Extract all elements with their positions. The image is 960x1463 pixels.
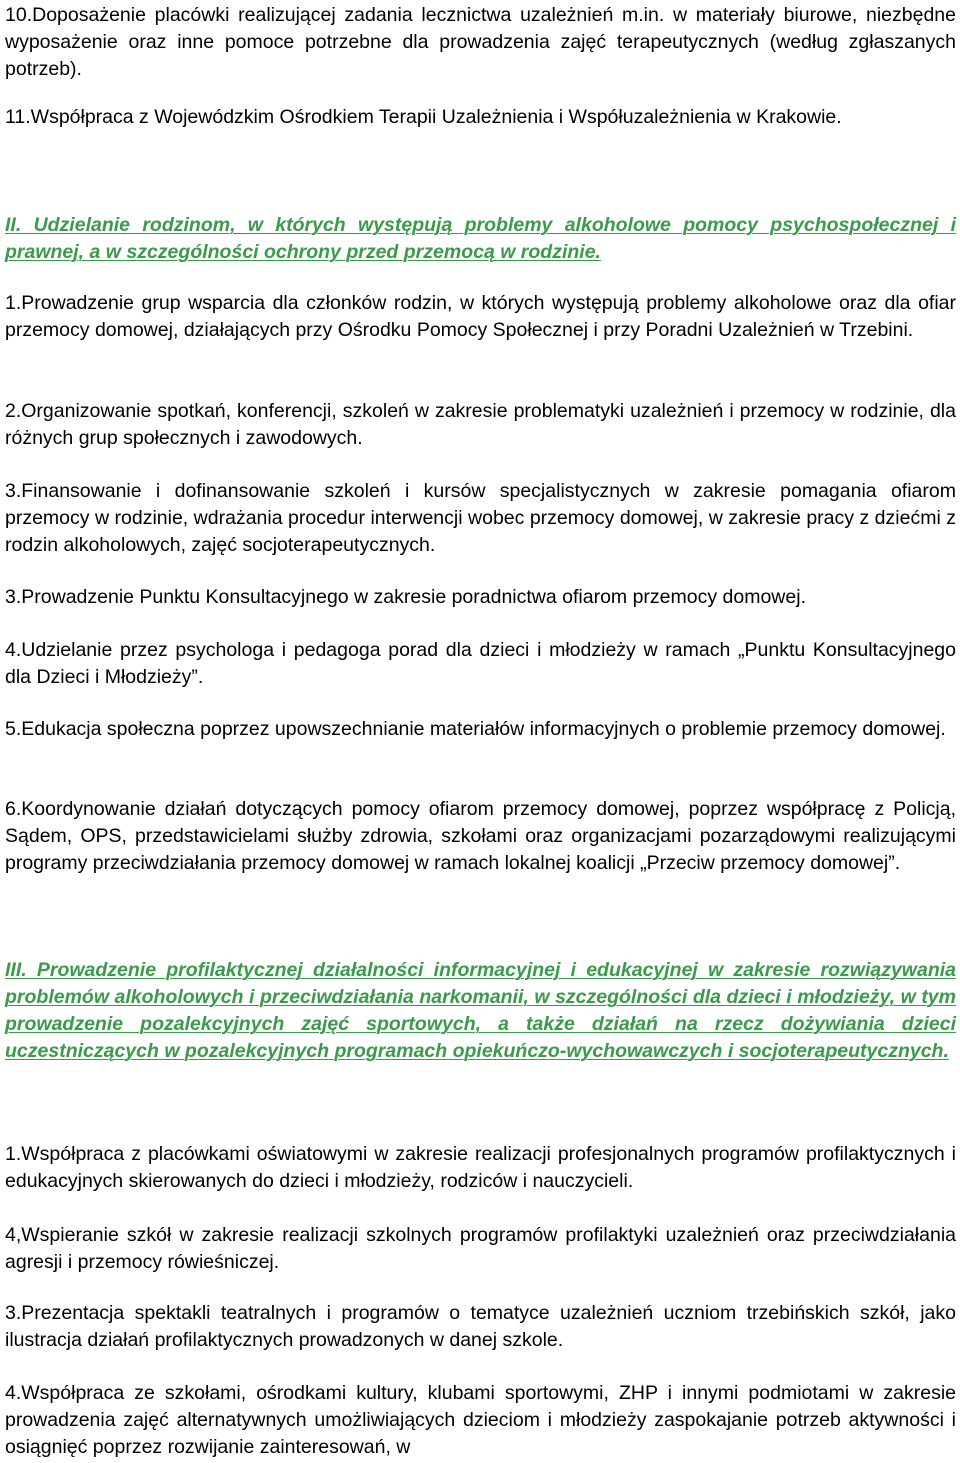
list-item: 4.Udzielanie przez psychologa i pedagoga porad dla dzieci i młodzieży w ramach „Punktu Konsultacyjnego dla Dzieci i Młodzieży”.: [5, 639, 956, 688]
list-item: 1.Prowadzenie grup wsparcia dla członków rodzin, w których występują problemy alkoholowe oraz dla ofiar przemocy domowej, działających przy Ośrodku Pomocy Społecznej i przy Poradni Uzależnień w Trzebini.: [5, 292, 956, 341]
list-item: 3.Prowadzenie Punktu Konsultacyjnego w zakresie poradnictwa ofiarom przemocy domowej.: [5, 586, 806, 608]
list-item: 1.Współpraca z placówkami oświatowymi w zakresie realizacji profesjonalnych programów profilaktycznych i edukacyjnych skierowanych do dzieci i młodzieży, rodziców i nauczycieli.: [5, 1143, 956, 1192]
list-item: 2.Organizowanie spotkań, konferencji, szkoleń w zakresie problematyki uzależnień i przemocy w rodzinie, dla różnych grup społecznych i zawodowych.: [5, 400, 956, 449]
list-item: 11.Współpraca z Wojewódzkim Ośrodkiem Terapii Uzależnienia i Współuzależnienia w Krakowie.: [5, 106, 842, 128]
list-item: 10.Doposażenie placówki realizującej zadania lecznictwa uzależnień m.in. w materiały biurowe, niezbędne wyposażenie oraz inne pomoce potrzebne dla prowadzenia zajęć terapeutycznych (według zgłaszanych potrzeb).: [5, 4, 956, 80]
list-item: 3.Prezentacja spektakli teatralnych i programów o tematyce uzależnień uczniom trzebińskich szkół, jako ilustracja działań profilaktycznych prowadzonych w danej szkole.: [5, 1302, 956, 1351]
section-heading-iii: III. Prowadzenie profilaktycznej działalności informacyjnej i edukacyjnej w zakresie rozwiązywania problemów alkoholowych i przeciwdziałania narkomanii, w szczególności dla dzieci i młodzieży, w tym prowadzenie pozalekcyjnych zajęć sportowych, a także działań na rzecz dożywiania dzieci uczestniczących w pozalekcyjnych programach opiekuńczo-wychowawczych i socjoterapeutycznych.: [5, 959, 956, 1062]
list-item: 6.Koordynowanie działań dotyczących pomocy ofiarom przemocy domowej, poprzez współpracę z Policją, Sądem, OPS, przedstawicielami służby zdrowia, szkołami oraz organizacjami pozarządowymi realizującymi programy przeciwdziałania przemocy domowej w ramach lokalnej koalicji „Przeciw przemocy domowej”.: [5, 798, 956, 874]
list-item: 5.Edukacja społeczna poprzez upowszechnianie materiałów informacyjnych o problemie przemocy domowej.: [5, 718, 946, 740]
list-item: 4.Współpraca ze szkołami, ośrodkami kultury, klubami sportowymi, ZHP i innymi podmiotami w zakresie prowadzenia zajęć alternatywnych umożliwiających dzieciom i młodzieży zaspokajanie potrzeb aktywności i osiągnięć poprzez rozwijanie zainteresowań, w: [5, 1382, 956, 1458]
section-heading-ii: II. Udzielanie rodzinom, w których występują problemy alkoholowe pomocy psychospołecznej i prawnej, a w szczególności ochrony przed przemocą w rodzinie.: [5, 214, 956, 263]
list-item: 4,Wspieranie szkół w zakresie realizacji szkolnych programów profilaktyki uzależnień oraz przeciwdziałania agresji i przemocy rówieśniczej.: [5, 1224, 956, 1273]
list-item: 3.Finansowanie i dofinansowanie szkoleń i kursów specjalistycznych w zakresie pomagania ofiarom przemocy w rodzinie, wdrażania procedur interwencji wobec przemocy domowej, w zakresie pracy z dziećmi z rodzin alkoholowych, zajęć socjoterapeutycznych.: [5, 480, 956, 556]
